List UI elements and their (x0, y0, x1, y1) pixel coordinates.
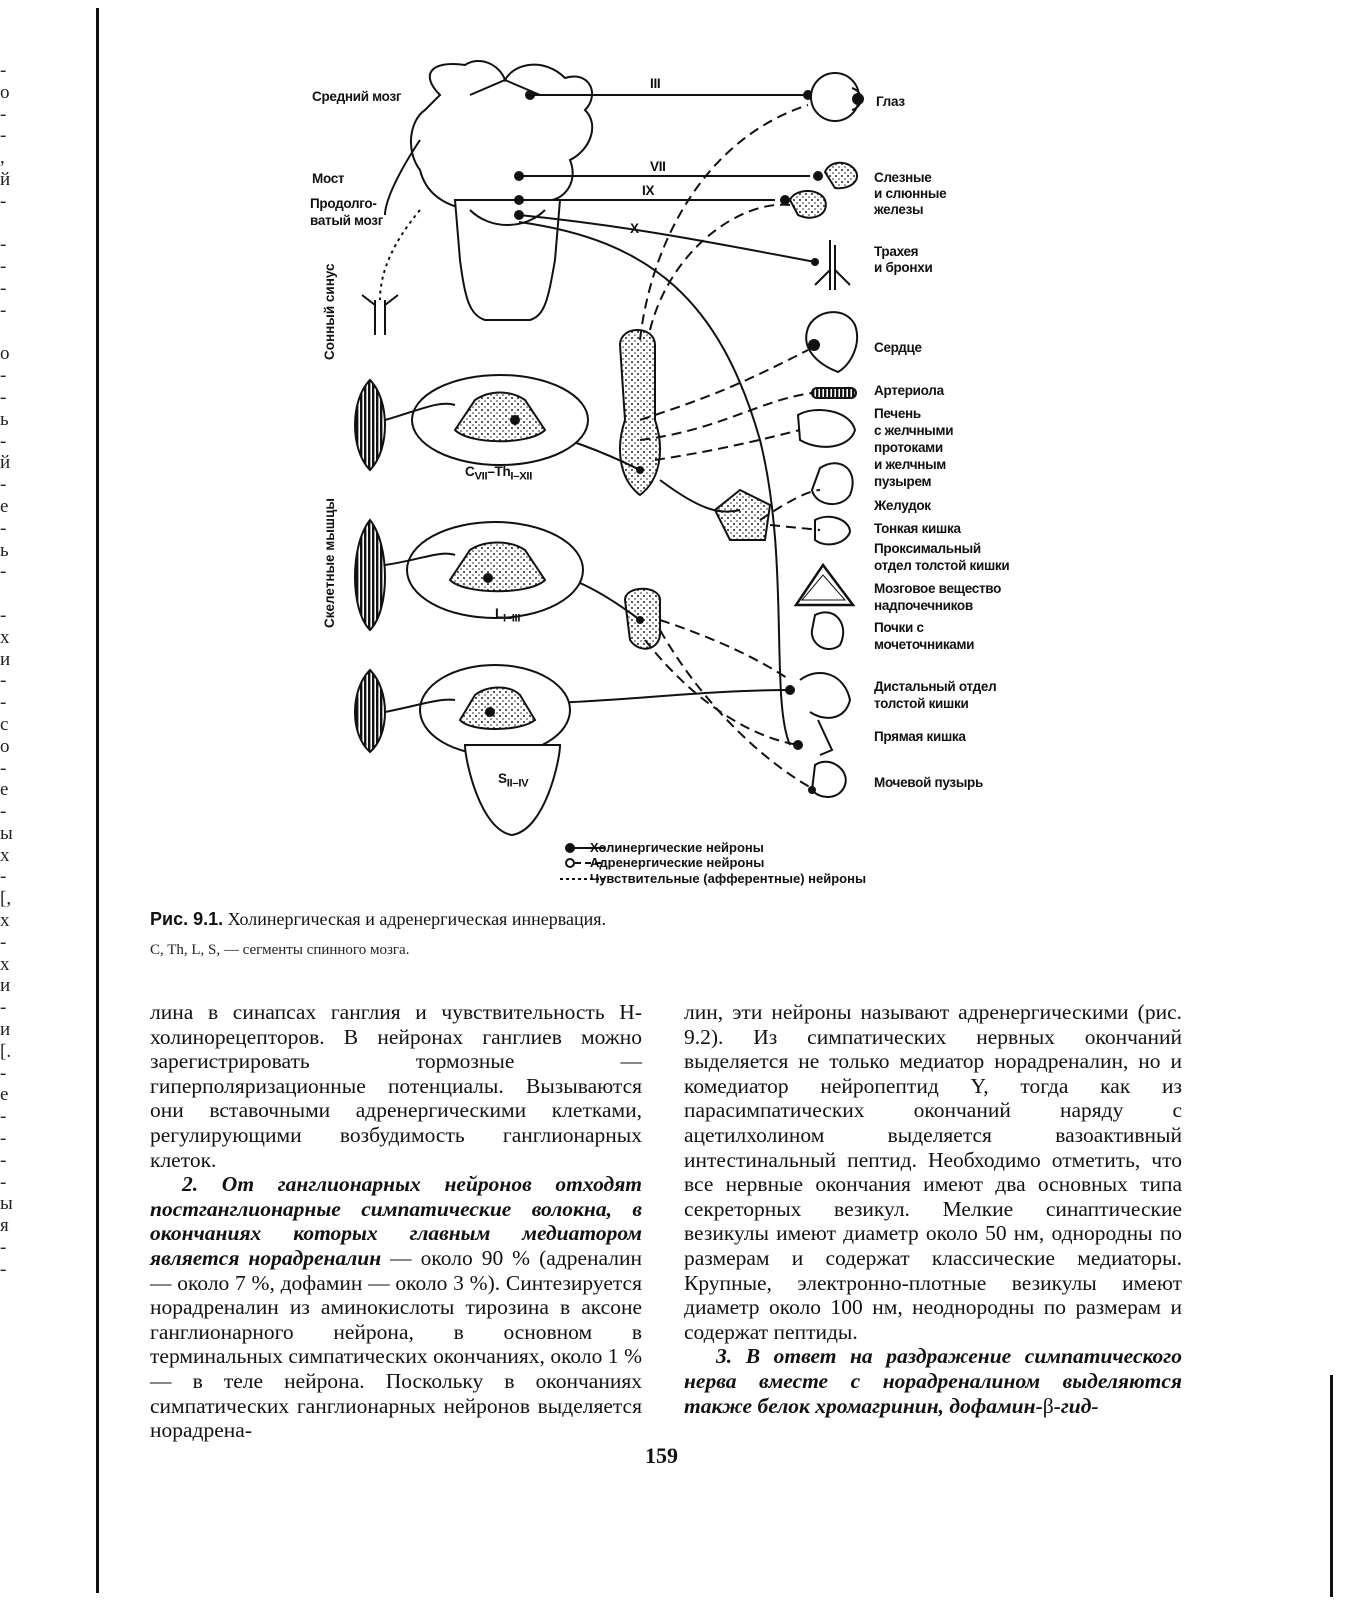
margin-fragment: х (0, 953, 10, 975)
rectum-organ (818, 720, 832, 755)
margin-fragment: х (0, 844, 10, 866)
organ-heart-label: Сердце (874, 340, 922, 355)
margin-fragment: - (0, 757, 7, 779)
margin-fragment: - (0, 125, 7, 147)
left-text-column (150, 1000, 642, 1443)
right-paragraph-2: 3. В ответ на раздражение симпатического нерва вместе с норадреналином выделяются также белок хромагринин, дофамин-β-гид- (684, 1344, 1182, 1418)
margin-fragment: я (0, 1215, 9, 1237)
margin-fragment: - (0, 1149, 7, 1171)
margin-fragment: - (0, 1237, 7, 1259)
margin-fragment: ы (0, 822, 13, 844)
brainstem (411, 61, 592, 320)
margin-fragment: - (0, 931, 7, 953)
organ-distal-colon-label-2: толстой кишки (874, 696, 969, 711)
organ-glands-label-2: и слюнные (874, 186, 947, 201)
organ-stomach-label: Желудок (874, 498, 931, 513)
margin-fragment: с (0, 713, 9, 735)
midbrain-label: Средний мозг (312, 89, 402, 104)
organ-small-intestine-label: Тонкая кишка (874, 521, 961, 536)
organ-proximal-colon-label-1: Проксимальный (874, 541, 981, 556)
margin-fragment: и (0, 1019, 11, 1041)
margin-fragment: е (0, 779, 9, 801)
margin-fragment: - (0, 1258, 7, 1280)
margin-fragment: - (0, 430, 7, 452)
margin-fragment: - (0, 256, 7, 278)
skeletal-muscles-label: Скелетные мышцы (322, 498, 337, 628)
margin-fragment: ь (0, 408, 9, 430)
segment-lumbar-label: $L_{I-III}$ (495, 606, 521, 625)
nerve-IX-label: IX (642, 183, 655, 198)
organ-eye-label: Глаз (876, 94, 905, 109)
nerve-VII-label: VII (650, 159, 666, 174)
margin-fragment: и (0, 648, 11, 670)
margin-fragment: - (0, 1106, 7, 1128)
organ-kidney-label-1: Почки с (874, 620, 924, 635)
right-binding-edge (1330, 1375, 1333, 1597)
margin-fragment: - (0, 1062, 7, 1084)
margin-fragment: [. (0, 1040, 12, 1062)
organ-liver-label-3: протоками (874, 440, 943, 455)
organ-liver-label-5: пузырем (874, 474, 932, 489)
organ-trachea-label-2: и бронхи (874, 260, 933, 275)
organ-glands-label-1: Слезные (874, 170, 932, 185)
legend-sensory: Чувствительные (афферентные) нейроны (590, 871, 867, 886)
carotid-sinus-label: Сонный синус (322, 263, 337, 360)
organ-adrenal-label-2: надпочечников (874, 598, 973, 613)
organ-liver-label-4: и желчным (874, 457, 946, 472)
margin-fragment: й (0, 168, 11, 190)
organ-arteriole-label: Артериола (874, 383, 944, 398)
carotid-sinus-shape (362, 295, 398, 335)
margin-fragment: - (0, 692, 7, 714)
organ-trachea-label-1: Трахея (874, 244, 919, 259)
stomach-organ (812, 463, 853, 504)
margin-fragment: е (0, 495, 9, 517)
organ-liver-label-1: Печень (874, 406, 921, 421)
organ-adrenal-label-1: Мозговое вещество (874, 581, 1002, 596)
right-text-column (684, 1000, 1182, 1418)
margin-fragment: й (0, 452, 11, 474)
organ-bladder-label: Мочевой пузырь (874, 775, 983, 790)
margin-fragment: ь (0, 539, 9, 561)
figure-caption: Рис. 9.1. Холинергическая и адренергическая иннервация. (150, 909, 607, 929)
margin-fragment: - (0, 604, 7, 626)
margin-fragment: - (0, 386, 7, 408)
intestine-organ (815, 517, 850, 545)
margin-fragment: - (0, 365, 7, 387)
afferent-fibre (380, 210, 420, 300)
organ-distal-colon-label-1: Дистальный отдел (874, 679, 997, 694)
margin-fragment: - (0, 474, 7, 496)
margin-fragment: - (0, 561, 7, 583)
margin-fragment: - (0, 234, 7, 256)
margin-fragment: х (0, 626, 10, 648)
margin-fragment: - (0, 277, 7, 299)
eye-organ (811, 73, 863, 121)
arteriole-organ (812, 388, 856, 398)
margin-fragment: - (0, 60, 7, 81)
medulla-label-1: Продолго- (310, 196, 377, 211)
margin-fragment: х (0, 910, 10, 932)
margin-fragment: о (0, 735, 10, 757)
right-paragraph-1: лин, эти нейроны называют адренергическими (рис. 9.2). Из симпатических нервных окончаний выделяется не только медиатор норадреналин, но и комедиатор нейропептид Y, тогда как из парасимпатических окончаний наряду с ацетилхолином выделяется вазоактивный интестинальный пептид. Необходимо отметить, что все нервные окончания имеют два основных типа секреторных везикул. Мелкие синаптические везикулы имеют диаметр около 50 нм, однородны по размерам и содержат классические медиаторы. Крупные, электронно-плотные везикулы имеют диаметр около 100 нм, неоднородны по размерам и содержат пептиды. (684, 1000, 1182, 1344)
left-paragraph-2: 2. От ганглионарных нейронов отходят постганглионарные симпатические волокна, в окончаниях которых главным медиатором является норадреналин — около 90 % (адреналин — около 7 %, дофамин — около 3 %). Синтезируется норадреналин из аминокислоты тирозина в аксоне ганглионарного нейрона, в основном в терминальных симпатических окончаниях, около 1 % — в теле нейрона. Поскольку в окончаниях симпатических ганглионарных нейронов выделяется норадрена- (150, 1172, 643, 1443)
left-paragraph-1: лина в синапсах ганглия и чувствительность Н-холинорецепторов. В нейронах ганглиев можно зарегистрировать тормозные — гиперполяризационные потенциалы. Вызываются они вставочными адренергическими клетками, регулирующими возбудимость ганглионарных клеток. (150, 1000, 642, 1172)
margin-fragment: - (0, 670, 7, 692)
margin-fragment: - (0, 1171, 7, 1193)
pons-label: Мост (312, 171, 345, 186)
skeletal-muscles (355, 380, 385, 752)
margin-fragment: е (0, 1084, 9, 1106)
margin-fragment: - (0, 517, 7, 539)
margin-fragment: - (0, 866, 7, 888)
margin-fragment: - (0, 1128, 7, 1150)
legend-adrenergic: Адренергические нейроны (590, 855, 765, 870)
margin-fragment: - (0, 103, 7, 125)
margin-fragment: о (0, 81, 10, 103)
margin-fragment: ы (0, 1193, 13, 1215)
margin-fragment: и (0, 975, 11, 997)
sympathetic-chain (620, 330, 770, 649)
margin-fragment: - (0, 190, 7, 212)
organ-liver-label-2: с желчными (874, 423, 954, 438)
kidney-organ (812, 612, 843, 649)
margin-fragment: о (0, 343, 10, 365)
nerve-III-label: III (650, 76, 661, 91)
distal-colon-organ (800, 673, 850, 718)
organ-proximal-colon-label-2: отдел толстой кишки (874, 558, 1010, 573)
legend-cholinergic: Холинергические нейроны (590, 840, 764, 855)
margin-fragment: - (0, 801, 7, 823)
figure-caption-note: C, Th, L, S, — сегменты спинного мозга. (150, 942, 410, 958)
nerve-X-label: X (630, 221, 639, 236)
margin-fragment: - (0, 997, 7, 1019)
margin-fragment: - (0, 299, 7, 321)
organ-kidney-label-2: мочеточниками (874, 637, 975, 652)
organ-glands-label-3: железы (874, 202, 924, 217)
bladder-organ (812, 762, 846, 797)
page-number: 159 (645, 1443, 678, 1468)
segment-cervical-thoracic-label: $C_{VII}-Th_{I-XII}$ (465, 464, 533, 483)
gland-organs (790, 163, 857, 218)
organ-rectum-label: Прямая кишка (874, 729, 966, 744)
liver-organ (798, 410, 855, 447)
heart-organ (806, 312, 857, 372)
margin-fragment: [, (0, 888, 12, 910)
margin-fragment: , (0, 147, 5, 169)
trachea-organ (815, 240, 850, 290)
segment-sacral-label: $S_{II-IV}$ (498, 771, 529, 790)
medulla-label-2: ватый мозг (310, 213, 384, 228)
